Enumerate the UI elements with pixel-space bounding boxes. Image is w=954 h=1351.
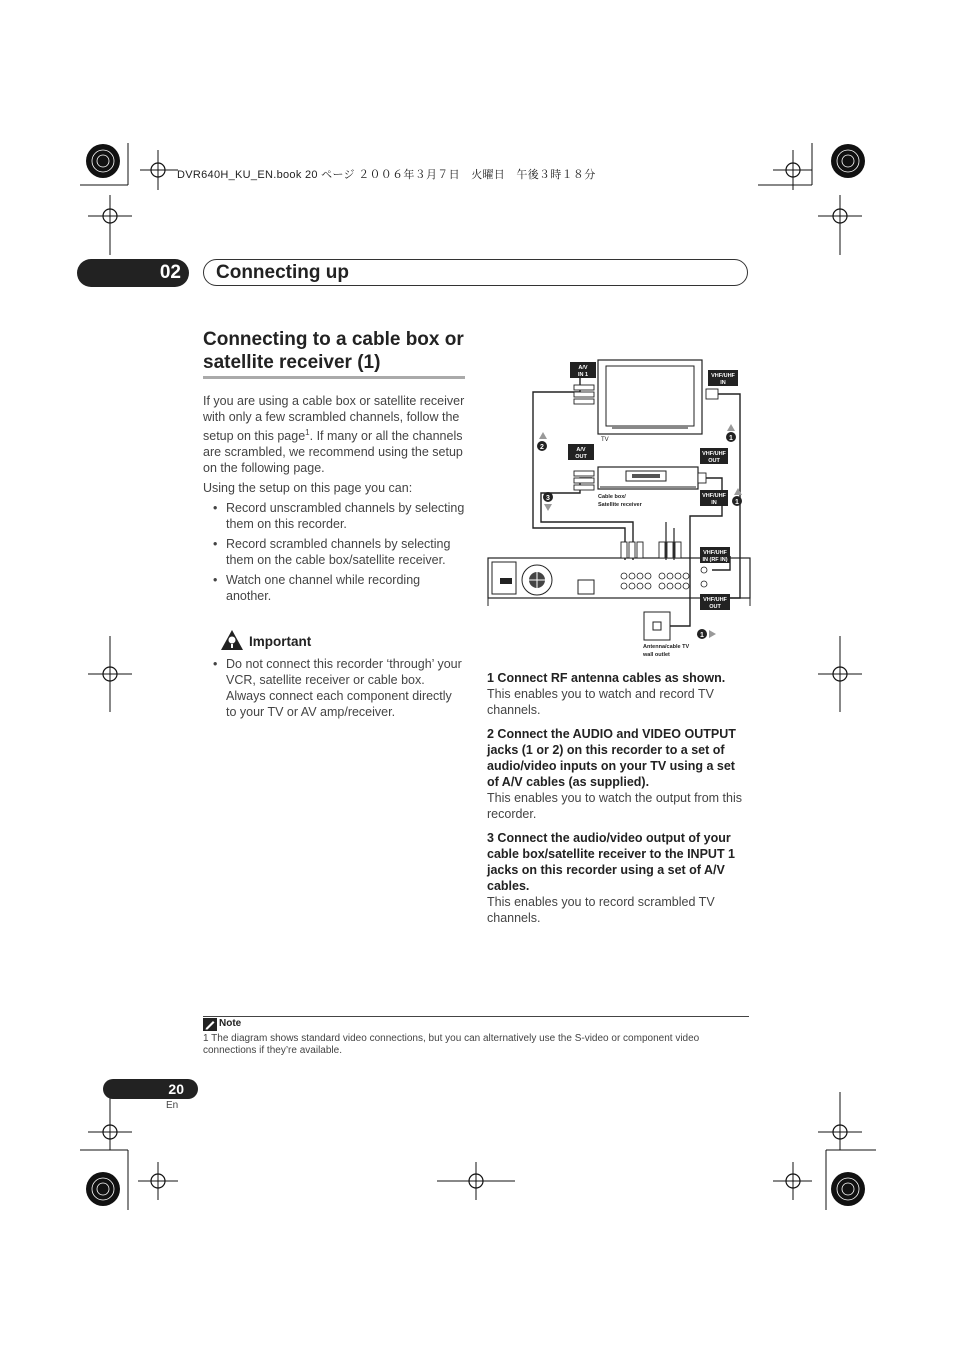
outlet-label: Antenna/cable TV [643,644,690,650]
svg-text:OUT: OUT [708,458,720,464]
vhf-in-tv-tag [708,370,738,386]
svg-text:1: 1 [735,499,739,506]
av-in1-tag [570,362,596,378]
note-divider [203,1016,749,1017]
section-title-underline [203,376,465,379]
step-heading: 1 Connect RF antenna cables as shown. [487,671,726,685]
svg-text:A/V: A/V [578,365,588,371]
step-body: This enables you to record scrambled TV channels. [487,895,715,925]
av-out-tag [568,444,594,460]
svg-text:VHF/UHF: VHF/UHF [711,373,735,379]
step-body: This enables you to watch the output from this recorder. [487,791,742,821]
step-body: This enables you to watch and record TV channels. [487,687,714,717]
svg-text:IN (RF IN): IN (RF IN) [702,557,728,563]
cable-box-label: Cable box/ [598,494,626,500]
outlet-label-2: wall outlet [643,652,670,658]
rf-in-tag [700,547,730,563]
intro-text-2: . If many or all the channels are scrambled, we recommend using the setup on the following page. [203,429,463,476]
important-column [203,656,465,724]
chapter-title: Connecting up [216,262,349,283]
intro-text-1: If you are using a cable box or satellite receiver with only a few scrambled channels, follow the setup on this page [203,394,465,444]
intro-column [203,393,465,608]
svg-text:OUT: OUT [575,454,587,460]
page-number: 20 [103,1079,198,1099]
print-slug: DVR640H_KU_EN.book 20 ページ ２００６年３月７日 火曜日 午後３時１８分 [177,169,596,181]
step-marker-3 [543,492,553,511]
step-marker-2 [537,432,547,451]
step-marker-1c [697,629,716,639]
steps-column [487,670,749,926]
cable-box-label-2: Satellite receiver [598,502,642,508]
step-heading: 2 Connect the AUDIO and VIDEO OUTPUT jacks (1 or 2) on this recorder to a set of audio/video inputs on your TV using a set of A/V cables (as supplied). [487,727,736,789]
svg-text:VHF/UHF: VHF/UHF [702,451,726,457]
warning-icon [220,629,244,651]
step-2 [487,726,749,822]
svg-text:1: 1 [729,435,733,442]
important-heading: Important [249,634,312,649]
svg-text:2: 2 [540,444,544,451]
step-3 [487,830,749,926]
note-label: Note [219,1018,242,1029]
svg-text:A/V: A/V [576,447,586,453]
svg-text:VHF/UHF: VHF/UHF [703,597,727,603]
section-title: Connecting to a cable box or satellite receiver (1) [203,329,464,373]
list-item: • Do not connect this recorder ‘through’ your VCR, satellite receiver or cable box. Always connect each component directly to your TV or AV amp/receiver. [203,656,465,720]
vhf-out-box-tag [700,448,728,464]
list-item: • Record unscrambled channels by selecting them on this recorder. [203,500,465,532]
svg-text:3: 3 [546,495,550,502]
svg-text:IN 1: IN 1 [577,372,589,378]
svg-text:VHF/UHF: VHF/UHF [702,493,726,499]
vhf-in-box-tag [700,490,728,506]
svg-text:OUT: OUT [709,604,721,610]
list-item: • Record scrambled channels by selecting them on the cable box/satellite receiver. [203,536,465,568]
list-item: • Watch one channel while recording another. [203,572,465,604]
chapter-number: 02 [77,259,189,287]
note-text: 1 The diagram shows standard video connections, but you can alternatively use the S-video or component video connections if they’re available. [203,1033,700,1056]
rf-out-tag [700,594,730,610]
note-icon [203,1018,217,1031]
svg-text:1: 1 [700,632,704,639]
svg-text:IN: IN [711,500,717,506]
connection-diagram [486,358,752,662]
tv-label: TV [601,437,609,443]
svg-text:VHF/UHF: VHF/UHF [703,550,727,556]
page-language: En [166,1100,179,1111]
step-heading: 3 Connect the audio/video output of your cable box/satellite receiver to the INPUT 1 jacks on this recorder using a set of A/V cables. [487,831,736,893]
important-list [203,656,465,720]
svg-text:IN: IN [720,380,726,386]
step-1 [487,670,749,718]
benefit-list [203,500,465,604]
intro-lead-in: Using the setup on this page you can: [203,481,413,496]
footnote-ref[interactable]: 1 [305,428,310,437]
intro-paragraph [203,393,465,476]
step-marker-1a [726,424,736,442]
